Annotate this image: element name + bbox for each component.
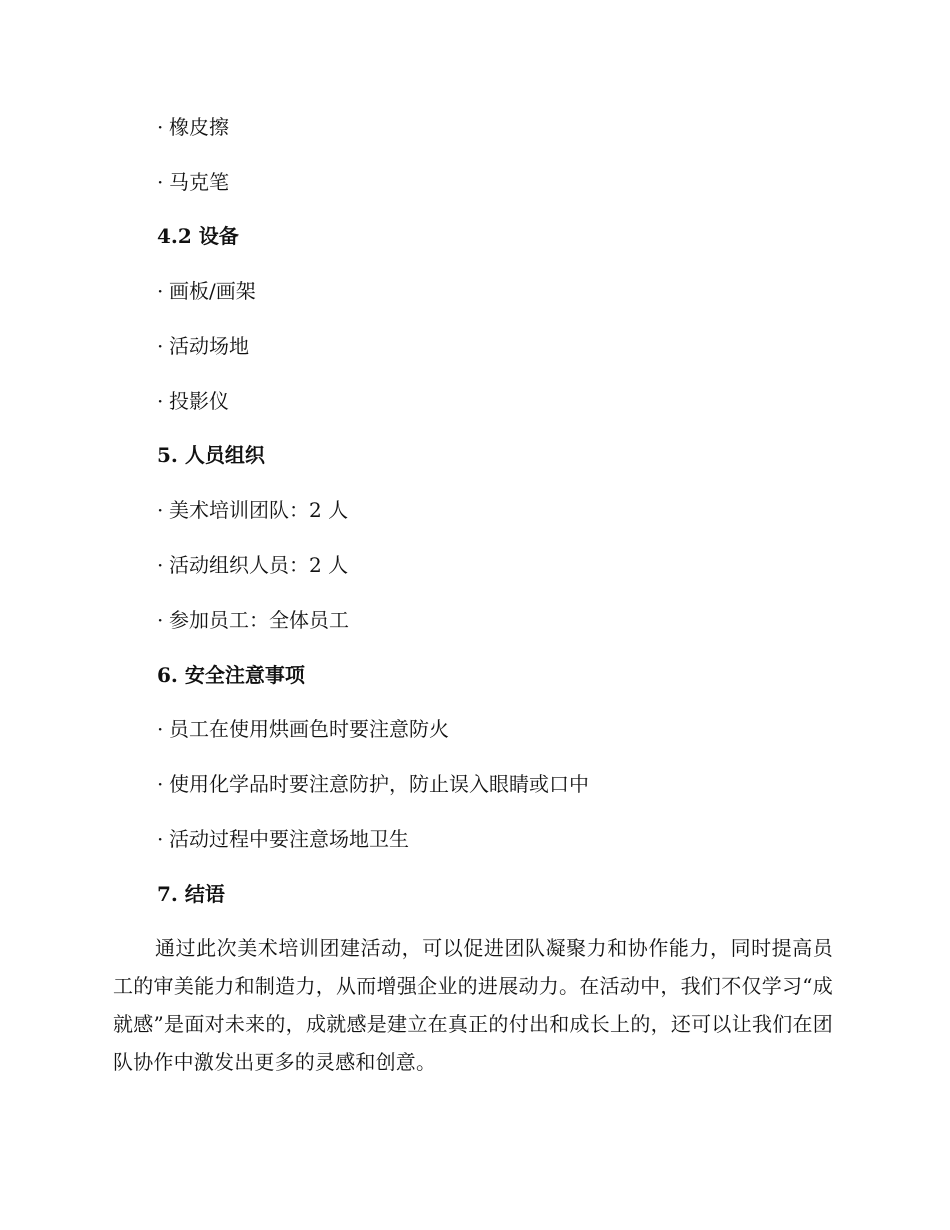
section-heading-equipment: 4.2 设备 xyxy=(157,224,239,248)
list-item-text: 橡皮擦 xyxy=(169,115,229,139)
list-item-text: 马克笔 xyxy=(169,170,229,194)
bullet-icon: · xyxy=(157,498,164,522)
list-item xyxy=(157,496,348,524)
list-item-text: 投影仪 xyxy=(169,389,229,413)
bullet-icon: · xyxy=(157,553,164,577)
list-item xyxy=(157,113,229,141)
list-item-text: 活动组织人员：2 人 xyxy=(169,553,349,577)
list-item-text: 活动过程中要注意场地卫生 xyxy=(169,827,409,851)
list-item xyxy=(157,551,348,579)
bullet-icon: · xyxy=(157,827,164,851)
bullet-icon: · xyxy=(157,115,164,139)
list-item-text: 活动场地 xyxy=(169,334,249,358)
section-heading-staffing: 5. 人员组织 xyxy=(157,443,265,467)
list-item-text: 参加员工：全体员工 xyxy=(169,608,349,632)
bullet-icon: · xyxy=(157,717,164,741)
conclusion-paragraph: 通过此次美术培训团建活动，可以促进团队凝聚力和协作能力，同时提高员工的审美能力和制造力，从而增强企业的进展动力。在活动中，我们不仅学习“成就感”是面对未来的，成就感是建立在真正的付出和成长上的，还可以让我们在团队协作中激发出更多的灵感和创意。 xyxy=(113,936,833,1074)
list-item xyxy=(157,606,349,634)
bullet-icon: · xyxy=(157,170,164,194)
bullet-icon: · xyxy=(157,389,164,413)
list-item xyxy=(157,715,449,743)
list-item xyxy=(157,332,249,360)
list-item-text: 使用化学品时要注意防护，防止误入眼睛或口中 xyxy=(169,772,589,796)
list-item-text: 画板/画架 xyxy=(169,279,256,303)
list-item xyxy=(157,168,229,196)
list-item xyxy=(157,387,229,415)
list-item xyxy=(157,277,256,305)
bullet-icon: · xyxy=(157,772,164,796)
bullet-icon: · xyxy=(157,334,164,358)
section-heading-conclusion: 7. 结语 xyxy=(157,882,225,906)
list-item xyxy=(157,825,409,853)
bullet-icon: · xyxy=(157,279,164,303)
list-item-text: 美术培训团队：2 人 xyxy=(169,498,349,522)
bullet-icon: · xyxy=(157,608,164,632)
list-item-text: 员工在使用烘画色时要注意防火 xyxy=(169,717,449,741)
section-heading-safety: 6. 安全注意事项 xyxy=(157,663,305,687)
list-item xyxy=(157,770,589,798)
